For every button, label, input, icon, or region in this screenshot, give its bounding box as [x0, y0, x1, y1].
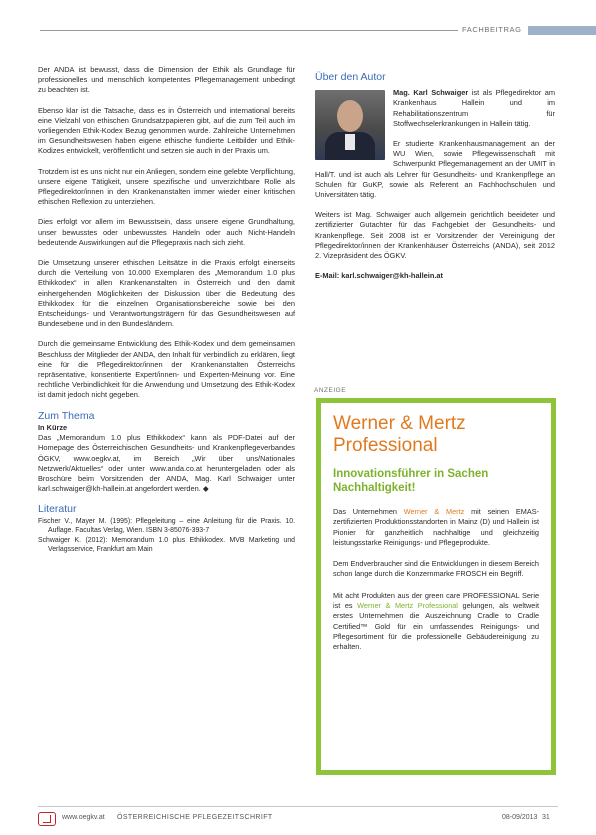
article-paragraph: Trotzdem ist es uns nicht nur ein Anliegen, sondern eine gelebte Verpflichtung, unsere eigene Tätigkeit, unsere spezifische und unverzichtbare Rolle als Pflegedirektor/innen in den Krankenanstalten immer wieder einer kritischen ethischen Reflexion zu unterziehen. [38, 166, 295, 207]
ad-slogan: Innovationsführer in Sachen Nachhaltigkeit! [333, 468, 489, 494]
author-bio-2: Er studierte Krankenhausmanagement an der WU Wien, sowie Pflegewissenschaft mit Schwerpunkt Pflegemanagement an der UMIT in Hall/T. und ist auch als Lehrer für Gesundheits- und Krankenpflege an Schulen für GuKP, sowie als Referent an Fachhochschulen und Universitäten tätig. [315, 139, 555, 200]
footer-url[interactable]: www.oegkv.at [62, 814, 105, 821]
author-bio-3: Weiters ist Mag. Schwaiger auch allgemein gerichtlich beeideter und zertifizierter Gutachter für das Fachgebiet der Gesundheits- und Krankenpflege. Seit 2008 ist er Vorsitzender der Vereinigung der Pflegedirektor/innen der Krankenhäuser Österreichs (ANDA), seit 2012 2. Vizepräsident des ÖGKV. [315, 210, 555, 261]
article-paragraph: Der ANDA ist bewusst, dass die Dimension der Ethik als Grundlage für professionelles und menschlich kompetentes Pflegemanagement unbedingt zu beachten ist. [38, 65, 295, 95]
literature-entry: Schwaiger K. (2012): Memorandum 1.0 plus Ethikkodex. MVB Marketing und Verlagsservice, Frankfurt am Main [38, 536, 295, 554]
photo-face [337, 100, 363, 132]
footer-publication: ÖSTERREICHISCHE PFLEGEZEITSCHRIFT [117, 814, 273, 821]
ad-paragraph-1 [333, 507, 539, 548]
ad-paragraph-2: Dem Endverbraucher sind die Entwicklungen in diesem Bereich schon lange durch die Konzernmarke FROSCH ein Begriff. [333, 559, 539, 579]
article-paragraph: Durch die gemeinsame Entwicklung des Ethik-Kodex und dem gemeinsamen Beschluss der Mitglieder der ANDA, den Inhalt für verbindlich zu erklären, liegt eine für die Pflegedirektor/innen der Krankenanstalten Österreichs repräsentative, konsentierte Expert/innen- und Experten-Meinung vor. Eine rechtliche Verbindlichkeit für die Anwendung und Umsetzung des Ethik-Kodex ist damit jedoch nicht gegeben. [38, 339, 295, 400]
article-paragraph: Dies erfolgt vor allem im Bewusstsein, dass unsere eigene Grundhaltung, unser bewusstes oder unbewusstes Handeln oder auch Nicht-Handeln bedeutende Auswirkungen auf die Pflegepraxis nach sich zieht. [38, 217, 295, 247]
literature-entry: Fischer V., Mayer M. (1995): Pflegeleitung – eine Anleitung für die Praxis. 10. Auflage. Facultas Verlag, Wien. ISBN 3-85076-393-7 [38, 517, 295, 535]
summary-heading: In Kürze [38, 422, 68, 432]
ad-text: mit seinen EMAS-zertifizierten Produktionsstandorten in Mainz (D) und Hallein ist Pionier für ganzheitlich nachhaltige und gleichzeitig leistungsstarke Reinigungs- und Pflegeprodukte. [333, 507, 539, 547]
article-paragraph: Ebenso klar ist die Tatsache, dass es in Österreich und international bereits eine Vielzahl von ethischen Grundsatzpapieren gibt, auf die zum Teil auch im vorliegenden Ethik-Kodex Bezug genommen wurde. Zahlreiche Unternehmen im Gesundheitswesen haben eigene ethische fundierte Leitbilder und Ethik-Kodizes entwickelt, veröffentlicht und setzen sie auch in der Praxis um. [38, 105, 295, 156]
oegkv-logo-icon [38, 812, 56, 826]
ad-brand-title: Werner & Mertz Professional [333, 413, 466, 456]
ad-brand-highlight: Werner & Mertz [403, 507, 465, 516]
author-column [315, 71, 555, 281]
ad-text: gelungen, als weltweit erstes Unternehmen die Auszeichnung Cradle to Cradle Certified™ Gold für ein umfassendes Reinigungs- und Pflegesortiment für die professionelle Gebäudereinigung zu erhalten. [333, 601, 539, 652]
photo-shirt [345, 134, 355, 150]
author-photo [315, 90, 385, 160]
author-email: E-Mail: karl.schwaiger@kh-hallein.at [315, 271, 443, 281]
article-paragraph: Die Umsetzung unserer ethischen Leitsätze in die Praxis erfolgt einerseits durch die Verteilung von 10.000 Exemplaren des „Memorandum 1.0 plus Ethikkodex“ in allen Krankenanstalten in Österreich und den damit einhergehenden Möglichkeiten der Diskussion über die Bedeutung des Ethikkodex für die einzelnen Organisationsbereiche sowie bei den Entscheidungs- und Verantwortungsträgern für das Gesundheitswesen auf Bundesebene und in den Bundesländern. [38, 258, 295, 329]
summary-paragraph: Das „Memorandum 1.0 plus Ethikkodex“ kann als PDF-Datei auf der Homepage des Österreichischen Gesundheits- und Krankenpflegeverbandes ÖGKV, www.oegkv.at, im Bereich „Wir über uns/Nationales Netzwerk/Aktuelles“ oder unter www.anda.co.at heruntergeladen oder als Broschüre beim Vorsitzenden der ANDA, Mag. Karl Schwaiger unter karl.schwaiger@kh-hallein.at angefordert werden. ◆ [38, 433, 295, 494]
author-name: Mag. Karl Schwaiger [393, 88, 469, 98]
ad-text: Das Unternehmen [333, 507, 404, 516]
footer-rule [38, 806, 558, 807]
literature-list [38, 517, 295, 555]
author-bio-1-text: ist als Pflegedirektor am Krankenhaus Hallein und im Rehabilitationszentrum für Stoffwechselerkrankungen in Hallein tätig. [393, 88, 555, 128]
footer-issue: 08-09/2013 [502, 814, 538, 821]
section-label: FACHBEITRAG [462, 25, 522, 34]
advertisement-box [316, 398, 556, 775]
author-heading: Über den Autor [315, 71, 386, 83]
page-number: 31 [542, 814, 550, 821]
ad-label: ANZEIGE [314, 387, 347, 394]
topic-heading: Zum Thema [38, 409, 95, 422]
ad-text: Mit acht Produkten aus der green care PROFESSIONAL Serie ist es [333, 590, 539, 611]
main-article-column [38, 65, 295, 555]
literature-heading: Literatur [38, 503, 77, 516]
ad-paragraph-3 [333, 591, 539, 653]
header-rule [40, 30, 458, 31]
ad-brand-highlight: Werner & Mertz Professional [357, 601, 458, 611]
section-color-bar [528, 26, 596, 35]
